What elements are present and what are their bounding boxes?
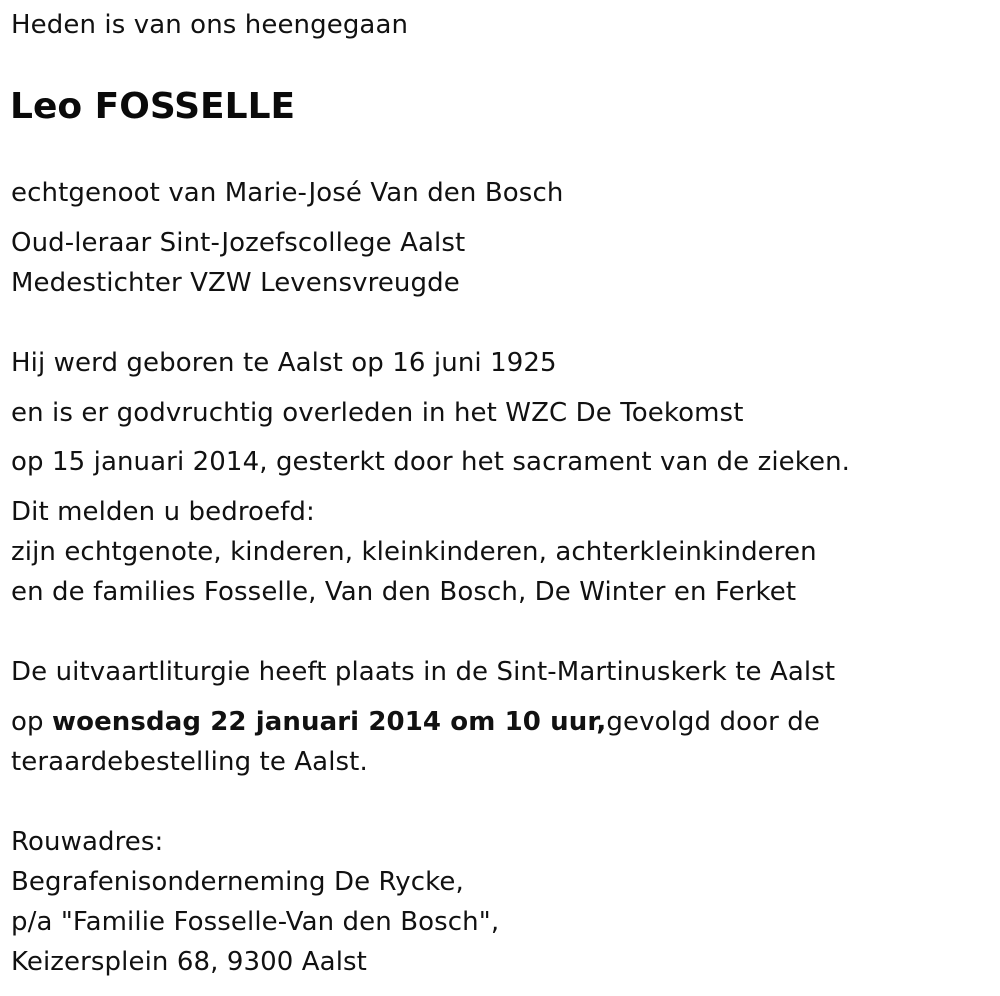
birth-line: Hij werd geboren te Aalst op 16 juni 1925 [11, 348, 557, 378]
address-label: Rouwadres: [11, 827, 164, 857]
funeral-date-prefix: op [11, 707, 52, 737]
address-line-1: Begrafenisonderneming De Rycke, [11, 867, 464, 897]
spouse-line: echtgenoot van Marie-José Van den Bosch [11, 178, 564, 208]
deceased-name: Leo FOSSELLE [10, 86, 296, 127]
funeral-date-line [11, 707, 820, 737]
death-date-line: op 15 januari 2014, gesterkt door het sacrament van de zieken. [11, 447, 851, 477]
role-line-1: Oud-leraar Sint-Jozefscollege Aalst [11, 228, 466, 258]
mourners-intro: Dit melden u bedroefd: [11, 497, 315, 527]
death-place-line: en is er godvruchtig overleden in het WZC De Toekomst [11, 398, 744, 428]
role-line-2: Medestichter VZW Levensvreugde [11, 268, 460, 298]
burial-line: teraardebestelling te Aalst. [11, 747, 368, 777]
funeral-date-time: woensdag 22 januari 2014 om 10 uur, [51, 707, 607, 737]
address-line-3: Keizersplein 68, 9300 Aalst [11, 947, 367, 977]
address-line-2: p/a "Familie Fosselle-Van den Bosch", [11, 907, 500, 937]
funeral-location: De uitvaartliturgie heeft plaats in de Sint-Martinuskerk te Aalst [11, 657, 836, 687]
mourners-line-1: zijn echtgenote, kinderen, kleinkinderen, achterkleinkinderen [11, 537, 817, 567]
intro-text: Heden is van ons heengegaan [11, 10, 409, 40]
funeral-date-suffix: gevolgd door de [606, 707, 820, 737]
mourners-line-2: en de families Fosselle, Van den Bosch, De Winter en Ferket [11, 577, 797, 607]
